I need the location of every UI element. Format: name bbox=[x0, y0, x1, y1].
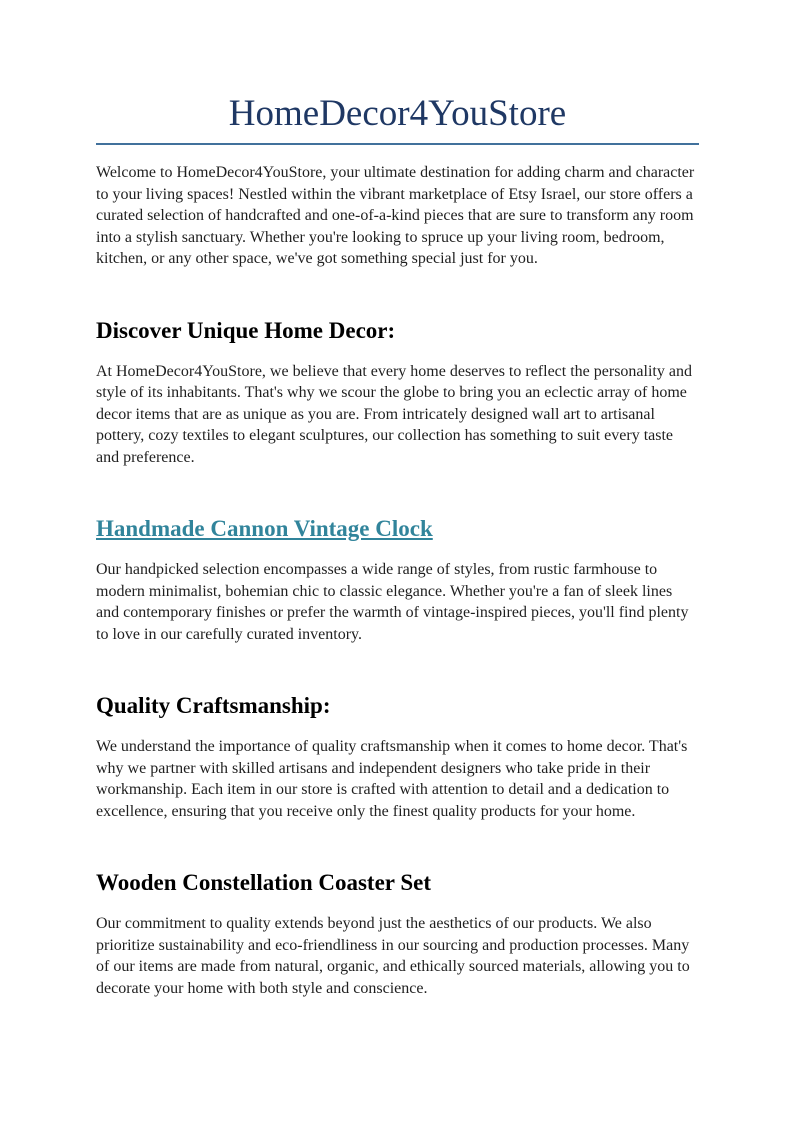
heading-discover-unique-home-decor: Discover Unique Home Decor: bbox=[96, 317, 396, 343]
document-title: HomeDecor4YouStore bbox=[228, 93, 567, 134]
section-quality-craftsmanship bbox=[96, 691, 699, 822]
paragraph-quality-craftsmanship: We understand the importance of quality craftsmanship when it comes to home decor. That's why we partner with skilled artisans and independent designers who take pride in their workmanship. Each item in our store is crafted with attention to detail and a dedication to excellence, ensuring that you receive only the finest quality products for your home. bbox=[96, 738, 688, 820]
section-handmade-cannon-vintage-clock bbox=[96, 514, 699, 645]
product-link-handmade-cannon-vintage-clock[interactable]: Handmade Cannon Vintage Clock bbox=[96, 516, 433, 542]
section-discover-unique-home-decor bbox=[96, 316, 699, 469]
intro-paragraph: Welcome to HomeDecor4YouStore, your ultimate destination for adding charm and character to your living spaces! Nestled within the vibrant marketplace of Etsy Israel, our store offers a curated selection of handcrafted and one-of-a-kind pieces that are sure to transform any room into a stylish sanctuary. Whether you're looking to spruce up your living room, bedroom, kitchen, or any other space, we've got something special just for you. bbox=[96, 164, 695, 268]
section-wooden-constellation-coaster-set bbox=[96, 868, 699, 999]
title-divider-rule bbox=[96, 143, 699, 145]
heading-wooden-constellation-coaster-set: Wooden Constellation Coaster Set bbox=[96, 870, 431, 896]
paragraph-wooden-constellation-coaster-set: Our commitment to quality extends beyond just the aesthetics of our products. We also prioritize sustainability and eco-friendliness in our sourcing and production processes. Many of our items are made from natural, organic, and ethically sourced materials, allowing you to decorate your home with both style and conscience. bbox=[96, 915, 690, 997]
paragraph-discover-unique-home-decor: At HomeDecor4YouStore, we believe that every home deserves to reflect the personality and style of its inhabitants. That's why we scour the globe to bring you an eclectic array of home decor items that are as unique as you are. From intricately designed wall art to artisanal pottery, cozy textiles to elegant sculptures, our collection has something to suit every taste and preference. bbox=[96, 362, 692, 466]
heading-quality-craftsmanship: Quality Craftsmanship: bbox=[96, 693, 331, 719]
paragraph-handmade-cannon-vintage-clock: Our handpicked selection encompasses a wide range of styles, from rustic farmhouse to modern minimalist, bohemian chic to classic elegance. Whether you're a fan of sleek lines and contemporary finishes or prefer the warmth of vintage-inspired pieces, you'll find plenty to love in our carefully curated inventory. bbox=[96, 561, 689, 643]
heading-handmade-cannon-vintage-clock bbox=[96, 514, 699, 544]
